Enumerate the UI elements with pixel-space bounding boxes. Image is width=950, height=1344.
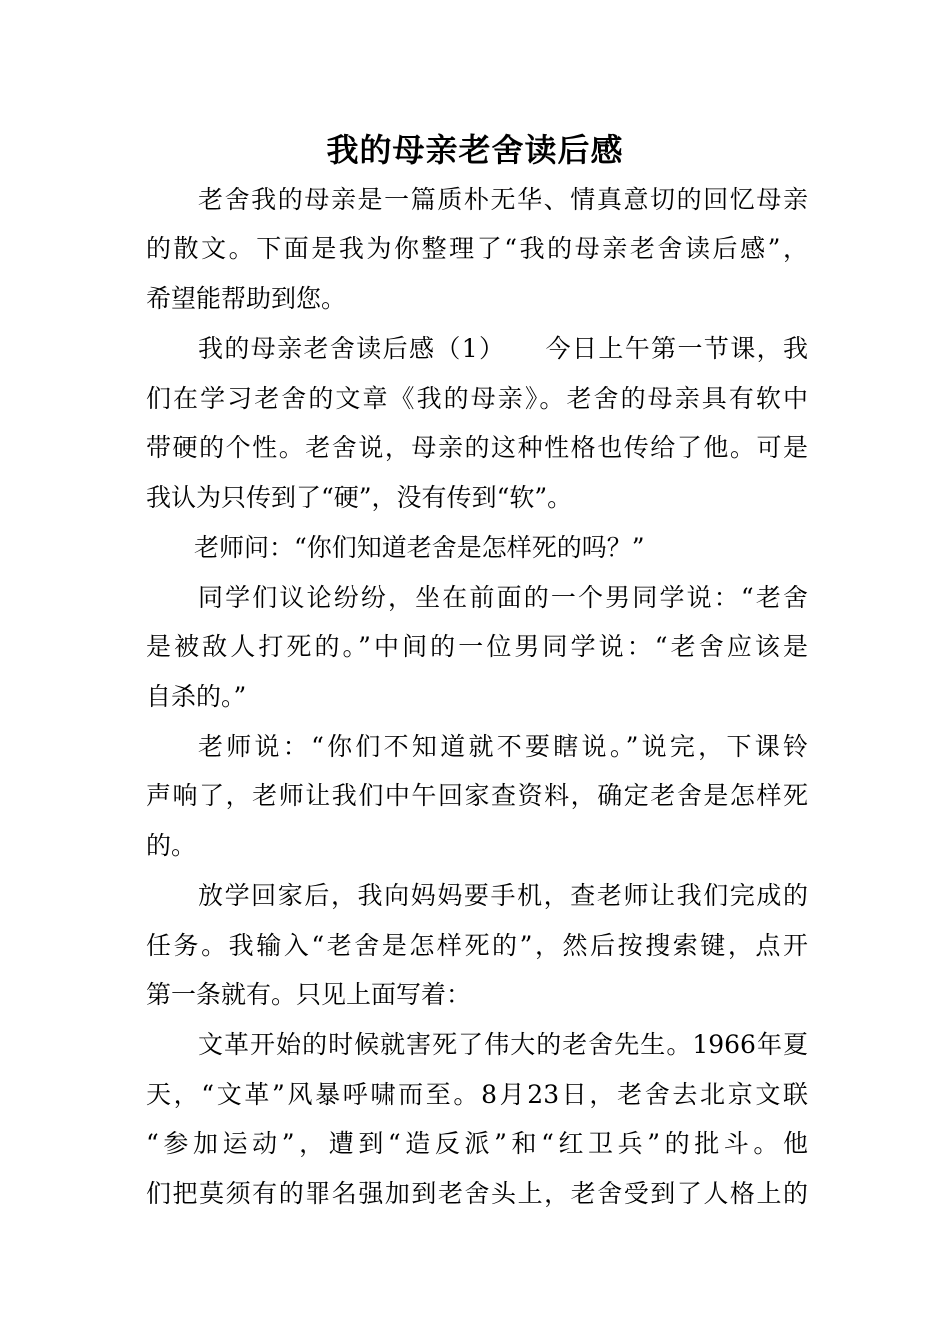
- text-line: 的散文。下面是我为你整理了“我的母亲老舍读后感”，: [146, 234, 808, 263]
- text-line: 放学回家后，我向妈妈要手机，查老师让我们完成的: [198, 881, 808, 910]
- text-line: 天，“文革”风暴呼啸而至。8月23日，老舍去北京文联: [146, 1080, 808, 1109]
- text-line: 我的母亲老舍读后感（1） 今日上午第一节课，我: [198, 334, 808, 363]
- text-line: 们在学习老舍的文章《我的母亲》。老舍的母亲具有软中: [146, 384, 808, 413]
- text-line: 老舍我的母亲是一篇质朴无华、情真意切的回忆母亲: [198, 185, 808, 214]
- text-line: “参加运动”，遭到“造反派”和“红卫兵”的批斗。他: [146, 1129, 808, 1158]
- text-line: 带硬的个性。老舍说，母亲的这种性格也传给了他。可是: [146, 433, 808, 462]
- text-line: 希望能帮助到您。: [146, 284, 347, 313]
- text-line: 自杀的。”: [146, 682, 247, 711]
- text-line: 老师问：“你们知道老舍是怎样死的吗？”: [194, 533, 645, 562]
- text-line: 老师说：“你们不知道就不要瞎说。”说完，下课铃: [198, 732, 808, 761]
- text-line: 我认为只传到了“硬”，没有传到“软”。: [146, 483, 573, 512]
- text-line: 同学们议论纷纷，坐在前面的一个男同学说：“老舍: [198, 583, 808, 612]
- text-line: 是被敌人打死的。”中间的一位男同学说：“老舍应该是: [146, 632, 808, 661]
- text-line: 的。: [146, 831, 197, 860]
- text-line: 第一条就有。只见上面写着：: [146, 980, 472, 1009]
- text-line: 任务。我输入“老舍是怎样死的”，然后按搜索键，点开: [146, 931, 808, 960]
- document-title: 我的母亲老舍读后感: [326, 131, 624, 169]
- text-line: 们把莫须有的罪名强加到老舍头上，老舍受到了人格上的: [146, 1179, 808, 1208]
- text-line: 声响了，老师让我们中午回家查资料，确定老舍是怎样死: [146, 781, 808, 810]
- text-line: 文革开始的时候就害死了伟大的老舍先生。1966年夏: [198, 1030, 808, 1059]
